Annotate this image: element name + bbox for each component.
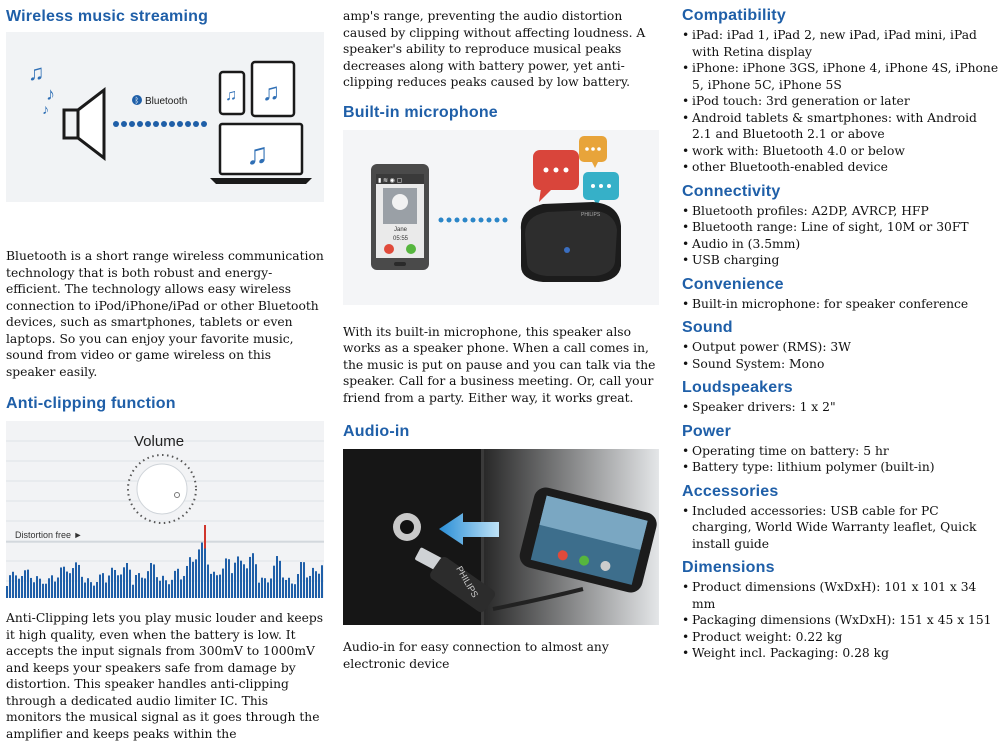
waveform-bar: [102, 573, 104, 598]
spec-item: • Sound System: Mono: [682, 356, 1000, 373]
spec-item: • work with: Bluetooth 4.0 or below: [682, 143, 1000, 160]
svg-text:♪: ♪: [42, 101, 49, 117]
waveform-bar: [237, 556, 239, 598]
waveform-bar: [108, 576, 110, 598]
spec-section: [682, 6, 1000, 176]
spec-items: [682, 443, 1000, 476]
wireless-illustration: [6, 32, 324, 202]
svg-text:♫: ♫: [262, 79, 280, 106]
connection-dots: [439, 217, 508, 222]
waveform-bar: [156, 577, 158, 598]
spec-item: • Android tablets & smartphones: with Android 2.1 and Bluetooth 2.1 or above: [682, 110, 1000, 143]
waveform-bar: [72, 568, 74, 598]
waveform-bar: [261, 578, 263, 598]
wireless-text: Bluetooth is a short range wireless communication technology that is both robust and energy-efficient. The technology allows easy wireless connection to iPod/iPhone/iPad or other Bluetooth devices, such as smartphones, tablets or even laptops. So you can enjoy your favorite music, sound from video or game wireless on this speaker easily.: [6, 249, 324, 379]
waveform-bar: [147, 571, 149, 598]
spec-section: [682, 182, 1000, 269]
waveform-bar: [168, 584, 170, 598]
spec-section-heading: Connectivity: [682, 182, 781, 200]
laptop-icon: [210, 124, 312, 184]
svg-text:▮ ≋ ◉ ▢: ▮ ≋ ◉ ▢: [378, 177, 403, 184]
waveform-bar: [267, 582, 269, 598]
volume-label: Volume: [134, 433, 185, 450]
spec-section-heading: Dimensions: [682, 559, 775, 576]
waveform-bar: [132, 585, 134, 598]
waveform-bar: [105, 583, 107, 598]
waveform-bar: [312, 568, 314, 598]
waveform-bar: [288, 578, 290, 598]
microphone-text: With its built-in microphone, this speaker also works as a speaker phone. When a call comes in, the music is put on pause and you can talk via the speaker. Call for a business meeting. Or, call your friend from a party. Either way, it works great.: [343, 324, 656, 405]
column-middle: [343, 0, 661, 672]
spec-items: [682, 203, 1000, 269]
waveform-bar: [180, 579, 182, 598]
waveform-bar: [15, 575, 17, 598]
anticlip-heading: Anti-clipping function: [6, 395, 176, 412]
microphone-heading: Built-in microphone: [343, 103, 498, 121]
waveform-bar: [153, 564, 155, 598]
speaker-device-icon: [521, 202, 621, 282]
waveform-bar: [150, 563, 152, 598]
spec-section-heading: Convenience: [682, 275, 784, 293]
wireless-diagram: [6, 32, 324, 202]
waveform-bar: [57, 577, 59, 598]
waveform-bar: [201, 543, 203, 598]
phone-icon: [220, 72, 244, 114]
spec-item: • Battery type: lithium polymer (built-in): [682, 459, 1000, 476]
svg-text:♪: ♪: [46, 84, 55, 104]
bluetooth-label: Bluetooth: [145, 96, 188, 107]
waveform-bar: [192, 562, 194, 598]
phone-call-time: 05:55: [393, 235, 409, 242]
waveform-bar: [12, 572, 14, 598]
waveform-bar: [111, 568, 113, 598]
waveform-bar: [276, 556, 278, 598]
spec-section-heading: Compatibility: [682, 7, 786, 24]
svg-text:♫: ♫: [225, 87, 237, 104]
waveform-bar: [120, 574, 122, 598]
waveform-bar: [300, 562, 302, 598]
waveform-bar: [207, 565, 209, 598]
waveform-bar: [87, 578, 89, 598]
tablet-icon: [252, 62, 294, 116]
waveform-bar: [27, 570, 29, 598]
svg-text:ᛒ: ᛒ: [134, 96, 140, 105]
spec-item: • Audio in (3.5mm): [682, 236, 1000, 253]
waveform-bar: [36, 576, 38, 598]
spec-item: • Packaging dimensions (WxDxH): 151 x 45 x 151: [682, 612, 1000, 629]
spec-item: • Weight incl. Packaging: 0.28 kg: [682, 645, 1000, 662]
spec-items: [682, 579, 1000, 662]
waveform-bar: [303, 562, 305, 598]
spec-item: • Bluetooth profiles: A2DP, AVRCP, HFP: [682, 203, 1000, 220]
waveform-bar: [273, 566, 275, 598]
audioin-text: Audio-in for easy connection to almost any electronic device: [343, 640, 609, 671]
waveform-bar: [66, 572, 68, 598]
spec-section: [682, 378, 1000, 416]
waveform-bar: [294, 584, 296, 598]
bluetooth-icon: [132, 95, 142, 105]
waveform-bar: [9, 575, 11, 598]
signal-dots: [113, 121, 207, 127]
waveform-bar: [297, 574, 299, 598]
waveform-bar: [240, 561, 242, 598]
waveform-bar: [78, 565, 80, 598]
spec-item: • iPhone: iPhone 3GS, iPhone 4, iPhone 4S, iPhone 5, iPhone 5C, iPhone 5S: [682, 60, 1000, 93]
waveform-bar: [39, 579, 41, 598]
waveform-bar: [75, 562, 77, 598]
speaker-brand-label: PHILIPS: [581, 211, 601, 218]
phone-caller-name: Jane: [394, 226, 408, 233]
spec-item: • Output power (RMS): 3W: [682, 339, 1000, 356]
waveform-bar: [171, 580, 173, 598]
microphone-diagram: [343, 130, 659, 305]
speech-bubbles-icon: [533, 136, 619, 206]
waveform-bar: [249, 557, 251, 598]
waveform-bar: [90, 582, 92, 598]
music-notes-icon: [28, 60, 55, 117]
waveform-bar: [204, 549, 206, 598]
waveform-bar: [48, 578, 50, 598]
svg-text:♫: ♫: [246, 138, 269, 171]
waveform-bar: [321, 565, 323, 598]
spec-items: [682, 503, 1000, 553]
spec-section: [682, 275, 1000, 313]
microphone-illustration: [343, 130, 659, 305]
spec-item: • iPad: iPad 1, iPad 2, new iPad, iPad mini, iPad with Retina display: [682, 27, 1000, 60]
waveform-bar: [69, 573, 71, 598]
waveform-bar: [270, 578, 272, 598]
waveform-bar: [234, 563, 236, 598]
waveform-bar: [18, 579, 20, 598]
waveform-bar: [255, 564, 257, 598]
waveform-bar: [174, 571, 176, 598]
waveform-bar: [315, 571, 317, 598]
spec-section: [682, 422, 1000, 476]
svg-text:♫: ♫: [28, 60, 45, 85]
waveform-bar: [135, 575, 137, 598]
spec-item: • other Bluetooth-enabled device: [682, 159, 1000, 176]
specifications-list: [682, 6, 1000, 662]
audioin-heading: Audio-in: [343, 423, 410, 440]
waveform-bar: [258, 583, 260, 598]
waveform-bar: [99, 575, 101, 598]
waveform-bar: [33, 582, 35, 598]
anticlip-diagram: [6, 421, 324, 598]
spec-item: • Bluetooth range: Line of sight, 10M or 30FT: [682, 219, 1000, 236]
waveform-bar: [123, 567, 125, 598]
waveform-bar: [93, 586, 95, 598]
waveform-bar: [114, 570, 116, 598]
waveform-bar: [165, 580, 167, 598]
anticlip-text-continued: amp's range, preventing the audio distortion caused by clipping without affecting loudness. A speaker's ability to reproduce musical peaks decreases along with battery power, yet anti-clipping reduces peaks caused by low battery.: [343, 9, 646, 89]
waveform-bar: [225, 558, 227, 598]
waveform-bar: [84, 582, 86, 598]
waveform-bar: [21, 576, 23, 598]
waveform-bar: [138, 573, 140, 598]
volume-knob-icon: [128, 455, 196, 523]
waveform-bar: [162, 576, 164, 598]
spec-item: • Operating time on battery: 5 hr: [682, 443, 1000, 460]
waveform-bar: [219, 575, 221, 598]
waveform-bar: [96, 582, 98, 598]
waveform-bar: [279, 561, 281, 598]
speaker-icon: [64, 90, 104, 158]
waveform-bar: [309, 576, 311, 598]
waveform-bar: [159, 581, 161, 598]
column-specs: [682, 0, 1000, 668]
spec-items: [682, 399, 1000, 416]
waveform-bar: [51, 575, 53, 598]
spec-item: • Built-in microphone: for speaker conference: [682, 296, 1000, 313]
spec-item: • USB charging: [682, 252, 1000, 269]
waveform-bar: [45, 584, 47, 598]
waveform-bar: [264, 578, 266, 598]
spec-item: • Speaker drivers: 1 x 2": [682, 399, 1000, 416]
waveform-bar: [198, 549, 200, 598]
column-left: [6, 0, 324, 742]
spec-item: • Product dimensions (WxDxH): 101 x 101 x 34 mm: [682, 579, 1000, 612]
audio-jack-socket-icon: [393, 513, 421, 541]
waveform-bar: [126, 563, 128, 598]
waveform-bar: [222, 569, 224, 598]
waveform-bar: [195, 559, 197, 598]
waveform-bar: [81, 577, 83, 598]
waveform-bar: [252, 553, 254, 598]
spec-section-heading: Sound: [682, 319, 733, 336]
waveform-bar: [282, 577, 284, 598]
waveform-bar: [285, 580, 287, 598]
waveform-bar: [231, 573, 233, 598]
waveform-bar: [54, 582, 56, 598]
spec-section: [682, 318, 1000, 372]
phone-call-icon: [371, 164, 429, 270]
waveform-bar: [318, 574, 320, 598]
waveform-bar: [306, 577, 308, 598]
waveform-bar: [30, 578, 32, 598]
waveform-bar: [129, 570, 131, 598]
spec-section: [682, 558, 1000, 662]
anticlip-text: Anti-Clipping lets you play music louder and keeps it high quality, even when the battery is low. It accepts the input signals from 300mV to 1000mV and keeps your speakers safe from damage by distortion. This speaker handles anti-clipping through a dedicated audio limiter IC. This monitors the musical signal as it goes through the amplifier and keeps peaks within the: [6, 611, 324, 741]
waveform-bar: [24, 570, 26, 598]
waveform-bar: [42, 584, 44, 598]
waveform-bar: [141, 578, 143, 598]
spec-section-heading: Power: [682, 422, 732, 440]
wireless-heading: Wireless music streaming: [6, 8, 209, 25]
spec-section-heading: Loudspeakers: [682, 379, 793, 396]
waveform-bar: [213, 572, 215, 598]
waveform-bar: [228, 559, 230, 598]
audioin-diagram: [343, 449, 659, 625]
spec-item: • iPod touch: 3rd generation or later: [682, 93, 1000, 110]
spec-section: [682, 482, 1000, 553]
waveform-bar: [144, 578, 146, 598]
spec-items: [682, 27, 1000, 176]
waveform-bar: [183, 576, 185, 598]
waveform-bar: [60, 567, 62, 598]
waveform-bar: [210, 574, 212, 598]
waveform-bar: [177, 569, 179, 598]
waveform-bar: [243, 564, 245, 598]
waveform-bar: [6, 586, 8, 598]
waveform-bar: [246, 568, 248, 598]
waveform-bar: [189, 557, 191, 598]
waveform-bar: [117, 575, 119, 598]
waveform-bar: [291, 584, 293, 598]
plug-brand-label: PHILIPS: [454, 564, 481, 600]
spec-item: • Product weight: 0.22 kg: [682, 629, 1000, 646]
spec-item: • Included accessories: USB cable for PC charging, World Wide Warranty leaflet, Quick install guide: [682, 503, 1000, 553]
spec-items: [682, 339, 1000, 372]
anticlip-illustration: [6, 421, 324, 598]
distortion-label: Distortion free ►: [15, 530, 83, 540]
spec-section-heading: Accessories: [682, 482, 779, 500]
audio-waveform: [6, 543, 323, 598]
spec-items: [682, 296, 1000, 313]
waveform-bar: [186, 566, 188, 598]
audioin-illustration: [343, 449, 659, 625]
waveform-bar: [63, 567, 65, 598]
waveform-bar: [216, 575, 218, 598]
